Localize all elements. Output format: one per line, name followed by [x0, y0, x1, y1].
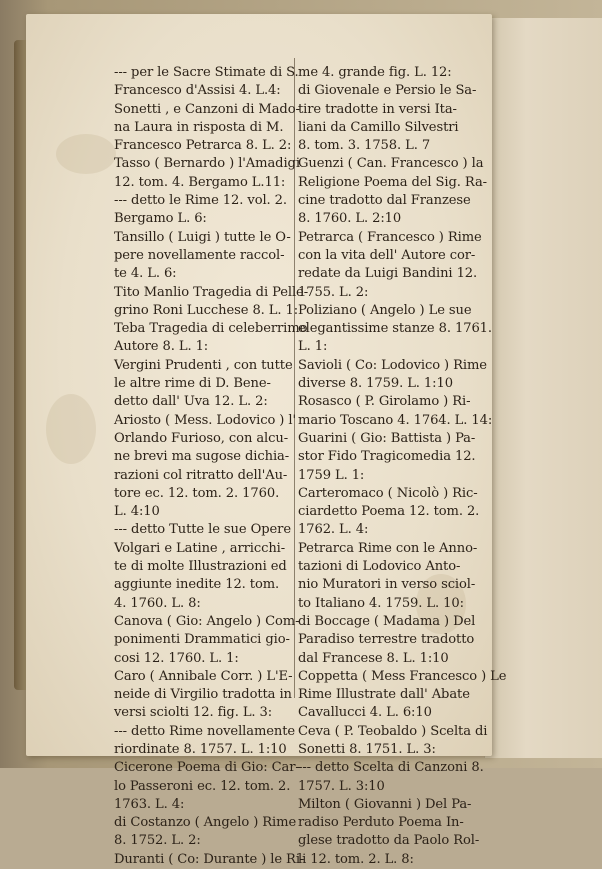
right-line: Rime Illustrate dall' Abate	[298, 687, 470, 703]
right-line: 1755. L. 2:	[298, 284, 369, 300]
left-line: Bergamo L. 6:	[114, 211, 207, 227]
right-line: Sonetti 8. 1751. L. 3:	[298, 741, 436, 757]
right-line: 1759 L. 1:	[298, 467, 365, 483]
right-line: to Italiano 4. 1759. L. 10:	[298, 595, 464, 611]
left-line: Canova ( Gio: Angelo ) Com-	[114, 613, 300, 629]
left-line: Tito Manlio Tragedia di Pelle-	[114, 284, 309, 300]
left-line: Autore 8. L. 1:	[114, 339, 209, 355]
right-line: Ceva ( P. Teobaldo ) Scelta di	[298, 723, 488, 739]
left-line: di Costanzo ( Angelo ) Rime	[114, 815, 297, 831]
paper-stain	[56, 134, 116, 174]
right-line: Cavallucci 4. L. 6:10	[298, 705, 432, 721]
left-line: --- per le Sacre Stimate di S.	[114, 65, 299, 80]
left-line: 12. tom. 4. Bergamo L.11:	[114, 174, 286, 190]
right-line: con la vita dell' Autore cor-	[298, 247, 476, 263]
left-line: razioni col ritratto dell'Au-	[114, 467, 288, 483]
right-line: 1757. L. 3:10	[298, 778, 385, 794]
right-line: Coppetta ( Mess Francesco ) Le	[298, 668, 507, 684]
left-line: Francesco Petrarca 8. L. 2:	[114, 138, 292, 154]
left-line: le altre rime di D. Bene-	[114, 376, 271, 392]
left-line: tore ec. 12. tom. 2. 1760.	[114, 485, 280, 501]
right-line: Poliziano ( Angelo ) Le sue	[298, 302, 472, 318]
right-line: Petrarca ( Francesco ) Rime	[298, 229, 482, 245]
left-line: Tasso ( Bernardo ) l'Amadigi	[114, 156, 300, 172]
right-line: --- detto Scelta di Canzoni 8.	[298, 760, 484, 776]
left-line: --- detto Tutte le sue Opere	[114, 522, 291, 538]
left-line: na Laura in risposta di M.	[114, 119, 284, 135]
left-line: Caro ( Annibale Corr. ) L'E-	[114, 668, 293, 684]
left-column	[114, 64, 308, 869]
left-line: Orlando Furioso, con alcu-	[114, 430, 289, 446]
left-line: te di molte Illustrazioni ed	[114, 559, 287, 575]
left-line: cosi 12. 1760. L. 1:	[114, 650, 239, 666]
left-line: L. 4:10	[114, 504, 160, 520]
right-line: radiso Perduto Poema In-	[298, 815, 464, 831]
right-line: nio Muratori in verso sciol-	[298, 577, 476, 593]
left-line: neide di Virgilio tradotta in	[114, 687, 292, 703]
right-line: liani da Camillo Silvestri	[298, 119, 459, 135]
left-line: Vergini Prudenti , con tutte	[114, 357, 293, 373]
left-line: Sonetti , e Canzoni di Mado-	[114, 101, 300, 117]
left-line: --- detto Rime novellamente	[114, 723, 296, 739]
right-line: Savioli ( Co: Lodovico ) Rime	[298, 357, 487, 373]
right-line: Paradiso terrestre tradotto	[298, 632, 475, 648]
left-line: riordinate 8. 1757. L. 1:10	[114, 741, 287, 757]
right-line: Petrarca Rime con le Anno-	[298, 540, 478, 556]
right-line: tazioni di Lodovico Anto-	[298, 559, 461, 575]
left-line: Duranti ( Co: Durante ) le Ri-	[114, 851, 305, 867]
right-line: Carteromaco ( Nicolò ) Ric-	[298, 485, 478, 501]
right-line: 8. 1760. L. 2:10	[298, 211, 402, 227]
left-line: Cicerone Poema di Gio: Car-	[114, 760, 300, 776]
right-line: Guarini ( Gio: Battista ) Pa-	[298, 430, 476, 446]
left-line: Ariosto ( Mess. Lodovico ) l'	[114, 412, 296, 428]
right-line: di Giovenale e Persio le Sa-	[298, 83, 477, 99]
right-line: stor Fido Tragicomedia 12.	[298, 449, 476, 465]
paper-stain	[46, 394, 96, 464]
left-line: 4. 1760. L. 8:	[114, 595, 201, 611]
right-column	[298, 64, 506, 869]
right-line: Religione Poema del Sig. Ra-	[298, 174, 488, 190]
right-line: ciardetto Poema 12. tom. 2.	[298, 504, 480, 520]
right-line: tire tradotte in versi Ita-	[298, 101, 457, 117]
right-line: 1762. L. 4:	[298, 522, 369, 538]
left-line: Francesco d'Assisi 4. L.4:	[114, 83, 281, 99]
left-line: Volgari e Latine , arricchi-	[114, 540, 286, 556]
right-line: glese tradotto da Paolo Rol-	[298, 833, 480, 849]
left-line: lo Passeroni ec. 12. tom. 2.	[114, 778, 291, 794]
right-line: di Boccage ( Madama ) Del	[298, 613, 476, 629]
left-line: ne brevi ma sugose dichia-	[114, 449, 290, 465]
left-line: 8. 1752. L. 2:	[114, 833, 201, 849]
right-line: cine tradotto dal Franzese	[298, 193, 471, 209]
right-line: diverse 8. 1759. L. 1:10	[298, 376, 453, 392]
left-line: versi sciolti 12. fig. L. 3:	[114, 705, 273, 721]
right-line: Guenzi ( Can. Francesco ) la	[298, 156, 484, 172]
left-line: --- detto le Rime 12. vol. 2.	[114, 193, 287, 209]
right-line: redate da Luigi Bandini 12.	[298, 266, 478, 282]
right-line: Milton ( Giovanni ) Del Pa-	[298, 796, 472, 812]
left-line: pere novellamente raccol-	[114, 247, 285, 263]
left-line: Tansillo ( Luigi ) tutte le O-	[114, 229, 291, 245]
right-line: Rosasco ( P. Girolamo ) Ri-	[298, 394, 471, 410]
right-line: mario Toscano 4. 1764. L. 14:	[298, 412, 493, 428]
left-line: 1763. L. 4:	[114, 796, 185, 812]
left-line: detto dall' Uva 12. L. 2:	[114, 394, 268, 410]
right-line: dal Francese 8. L. 1:10	[298, 650, 449, 666]
left-line: ponimenti Drammatici gio-	[114, 632, 290, 648]
left-line: te 4. L. 6:	[114, 266, 177, 282]
right-line: 8. tom. 3. 1758. L. 7	[298, 138, 431, 154]
left-line: grino Roni Lucchese 8. L. 1:	[114, 302, 299, 318]
right-line: me 4. grande fig. L. 12:	[298, 65, 452, 80]
left-line: Teba Tragedia di celeberrimo	[114, 321, 308, 337]
right-line: elegantissime stanze 8. 1761.	[298, 321, 492, 337]
left-line: aggiunte inedite 12. tom.	[114, 577, 280, 593]
right-line: li 12. tom. 2. L. 8:	[298, 851, 414, 867]
right-line: L. 1:	[298, 339, 328, 355]
